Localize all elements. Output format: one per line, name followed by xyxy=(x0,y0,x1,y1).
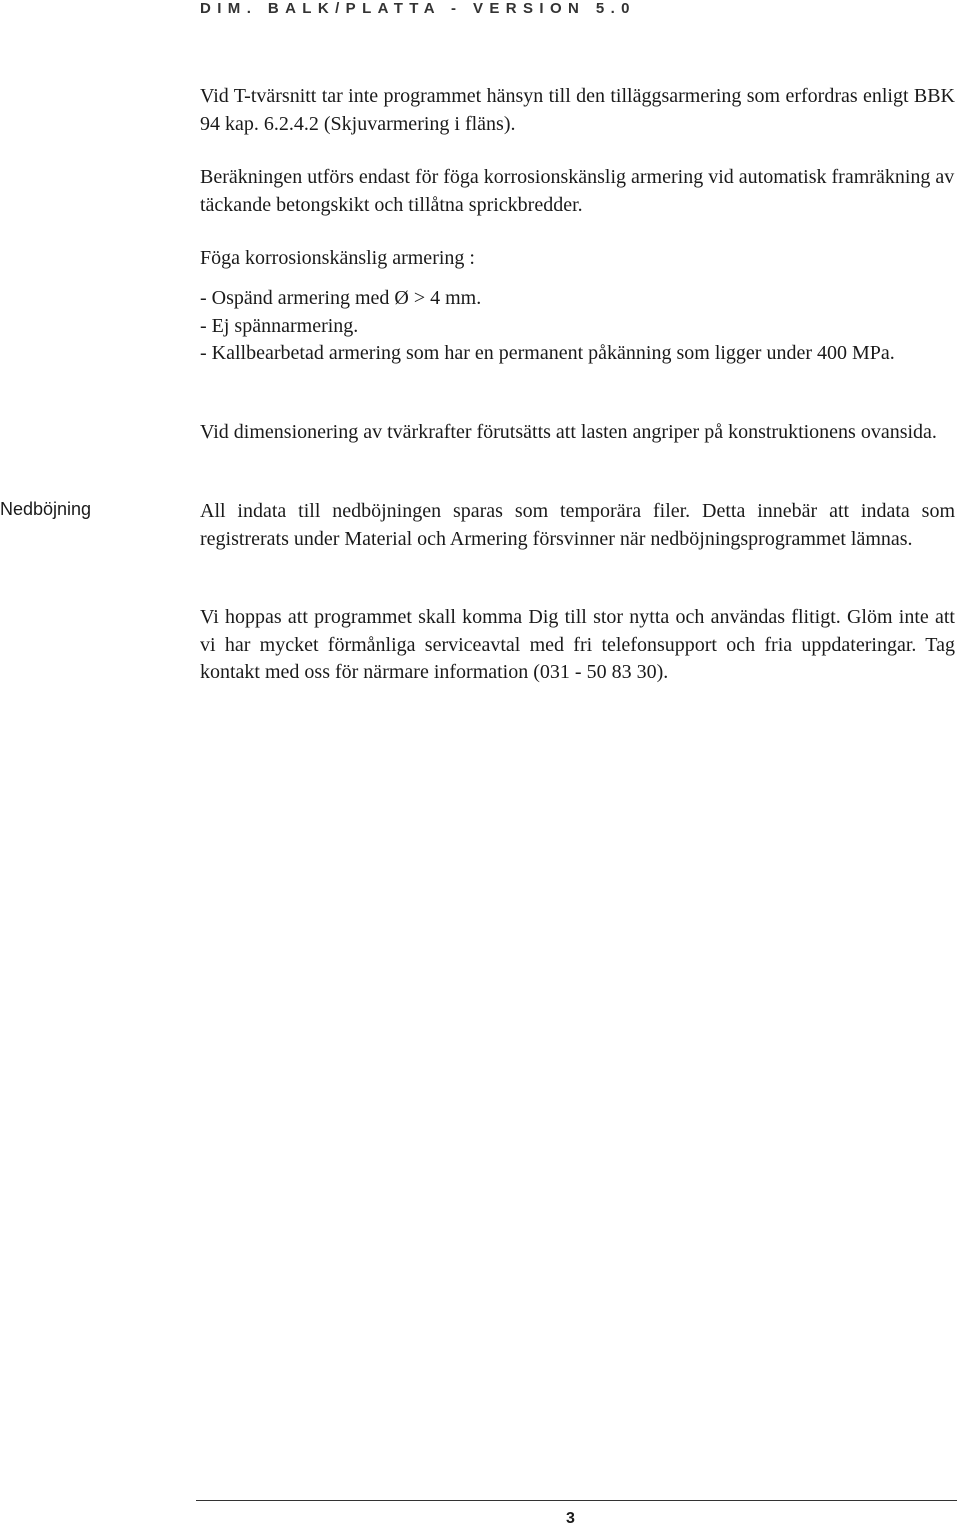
section-label-nedbojning: Nedböjning xyxy=(0,499,92,519)
page-number: 3 xyxy=(566,1510,575,1527)
list-item: - Ospänd armering med Ø > 4 mm. xyxy=(200,287,482,309)
list-item: - Kallbearbetad armering som har en permanent påkänning som ligger under 400 MPa. xyxy=(200,342,895,364)
paragraph-closing: Vi hoppas att programmet skall komma Dig till stor nytta och användas flitigt. Glöm inte att vi har mycket förmånliga serviceavtal med fri telefonsupport och fria uppdateringar. Tag kontakt med oss för närmare information (031 - 50 83 30). xyxy=(200,606,955,683)
footer-divider xyxy=(196,1500,957,1501)
paragraph-deflection: All indata till nedböjningen sparas som temporära filer. Detta innebär att indata som registrerats under Material och Armering försvinner när nedböjningsprogrammet lämnas. xyxy=(200,500,955,550)
running-header: DIM. BALK/PLATTA - VERSION 5.0 xyxy=(200,0,636,17)
list-item: - Ej spännarmering. xyxy=(200,314,359,337)
corrosion-list xyxy=(200,285,955,368)
paragraph-t-section: Vid T-tvärsnitt tar inte programmet hänsyn till den tilläggsarmering som erfordras enligt BBK 94 kap. 6.2.4.2 (Skjuvarmering i fläns). xyxy=(200,85,955,135)
paragraph-corrosion: Beräkningen utförs endast för föga korrosionskänslig armering vid automatisk framräkning av täckande betongskikt och tillåtna sprickbredder. xyxy=(200,166,955,216)
paragraph-shear: Vid dimensionering av tvärkrafter förutsätts att lasten angriper på konstruktionens ovansida. xyxy=(200,421,937,443)
corrosion-heading: Föga korrosionskänslig armering : xyxy=(200,247,475,269)
